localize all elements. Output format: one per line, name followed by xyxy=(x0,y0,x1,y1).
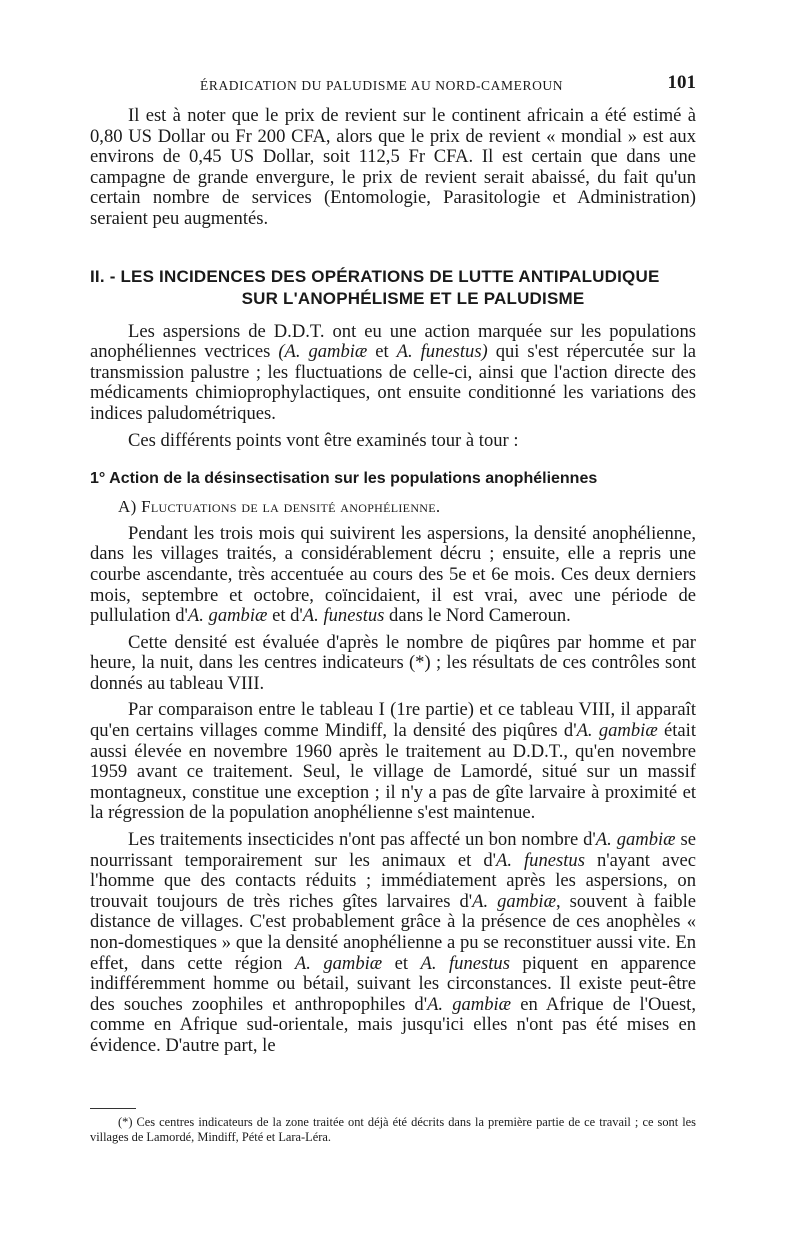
text-run: se nourrissant temporairement sur les animaux et d' xyxy=(90,829,696,871)
paragraph-density xyxy=(90,524,696,627)
text-run: Les traitements insecticides n'ont pas affecté un bon nombre d' xyxy=(128,829,596,851)
footnote: (*) Ces centres indicateurs de la zone traitée ont déjà été décrits dans la première partie de ce travail ; ce sont les villages de Lamordé, Mindiff, Pété et Lara-Léra. xyxy=(90,1115,696,1144)
species-name: A. gambiæ xyxy=(595,829,676,851)
species-name: A. funestus) xyxy=(396,341,488,363)
text-run: Pendant les trois mois qui suivirent les aspersions, la densité anophélienne, dans les villages traités, a considérablement décru ; ensuite, elle a repris une courbe ascendante, très accentuée au cours des 5e et 6e mois. Ces deux derniers mois, septembre et octobre, coïncidaient, il est vrai, avec une période de pullulation d' xyxy=(90,522,696,627)
section-heading xyxy=(90,266,696,310)
paragraph-aspersions xyxy=(90,322,696,425)
section-heading-line2: SUR L'ANOPHÉLISME ET LE PALUDISME xyxy=(241,288,585,308)
text-run: et d' xyxy=(267,605,303,627)
text-run: , souvent à faible distance de villages. C'est probablement grâce à la présence de ces anophèles « non-domestiques » que la densité anophélienne a pu se reconstituer aussi vite. En effet, dans cette région xyxy=(90,890,696,974)
species-name: (A. gambiæ xyxy=(278,341,368,363)
text-run: était aussi élevée en novembre 1960 après le traitement au D.D.T., qu'en novembre 1959 avant ce traitement. Seul, le village de Lamordé, situé sur un massif montagneux, constitue une exception ; il n'y a pas de gîte larvaire à proximité et la régression de la population anophélienne s'est maintenue. xyxy=(90,720,696,824)
footnote-rule xyxy=(90,1108,136,1109)
text-run: n'ayant avec l'homme que des contacts réduits ; immédiatement après les aspersions, on trouvait toujours de très riches gîtes larvaires d' xyxy=(90,849,696,912)
footnote-area xyxy=(90,1108,696,1144)
subsection-heading: 1° Action de la désinsectisation sur les populations anophéliennes xyxy=(90,470,598,488)
text-run: dans le Nord Cameroun. xyxy=(384,605,571,627)
text-run: et xyxy=(382,952,421,974)
text-run: qui s'est répercutée sur la transmission palustre ; les fluctuations de celle-ci, ainsi que l'action directe des médicaments chimioprophylactiques, ont ensuite conditionné les variations des indices paludométriques. xyxy=(90,341,697,424)
paragraph-cost: Il est à noter que le prix de revient sur le continent africain a été estimé à 0,80 US Dollar ou Fr 200 CFA, alors que le prix de revient « mondial » est aux environs de 0,45 US Dollar, soit 112,5 Fr CFA. Il est certain que dans une campagne de grande envergure, le prix de revient serait abaissé, du fait qu'un certain nombre de services (Entomologie, Parasitologie et Administration) seraient peu augmentés. xyxy=(90,105,696,229)
text-run: en Afrique de l'Ouest, comme en Afrique sud-orientale, mais jusqu'ici elles n'ont pas été mises en évidence. D'autre part, le xyxy=(90,993,696,1056)
text-run: et xyxy=(367,341,397,363)
paragraph-comparison xyxy=(90,700,696,824)
species-name: A. gambiæ xyxy=(294,952,383,974)
running-head xyxy=(90,72,696,106)
species-name: A. funestus xyxy=(495,849,585,871)
page-number: 101 xyxy=(667,72,696,93)
paragraph-points: Ces différents points vont être examinés tour à tour : xyxy=(128,429,519,451)
section-heading-line1: II. - LES INCIDENCES DES OPÉRATIONS DE LUTTE ANTIPALUDIQUE xyxy=(90,266,660,286)
subsubsection-heading: A) Fluctuations de la densité anophélienne. xyxy=(118,497,441,517)
species-name: A. funestus xyxy=(302,605,385,627)
paragraph-evaluation: Cette densité est évaluée d'après le nombre de piqûres par homme et par heure, la nuit, dans les centres indicateurs (*) ; les résultats de ces contrôles sont donnés au tableau VIII. xyxy=(90,631,696,694)
species-name: A. funestus xyxy=(420,952,510,974)
running-title: ÉRADICATION DU PALUDISME AU NORD-CAMEROUN xyxy=(200,78,564,93)
paragraph-treatments xyxy=(90,830,696,1057)
text-run: Par comparaison entre le tableau I (1re partie) et ce tableau VIII, il apparaît qu'en certains villages comme Mindiff, la densité des piqûres d' xyxy=(90,699,696,742)
species-name: A. gambiæ xyxy=(187,605,268,627)
species-name: A. gambiæ xyxy=(472,890,557,912)
text-run: piquent en apparence indifféremment homme ou bétail, suivant les circonstances. Il existe peut-être des souches zoophiles et anthropophiles d' xyxy=(90,952,696,1015)
species-name: A. gambiæ xyxy=(427,993,512,1015)
species-name: A. gambiæ xyxy=(576,720,658,742)
text-run: Les aspersions de D.D.T. ont eu une action marquée sur les populations anophéliennes vectrices xyxy=(90,320,696,363)
